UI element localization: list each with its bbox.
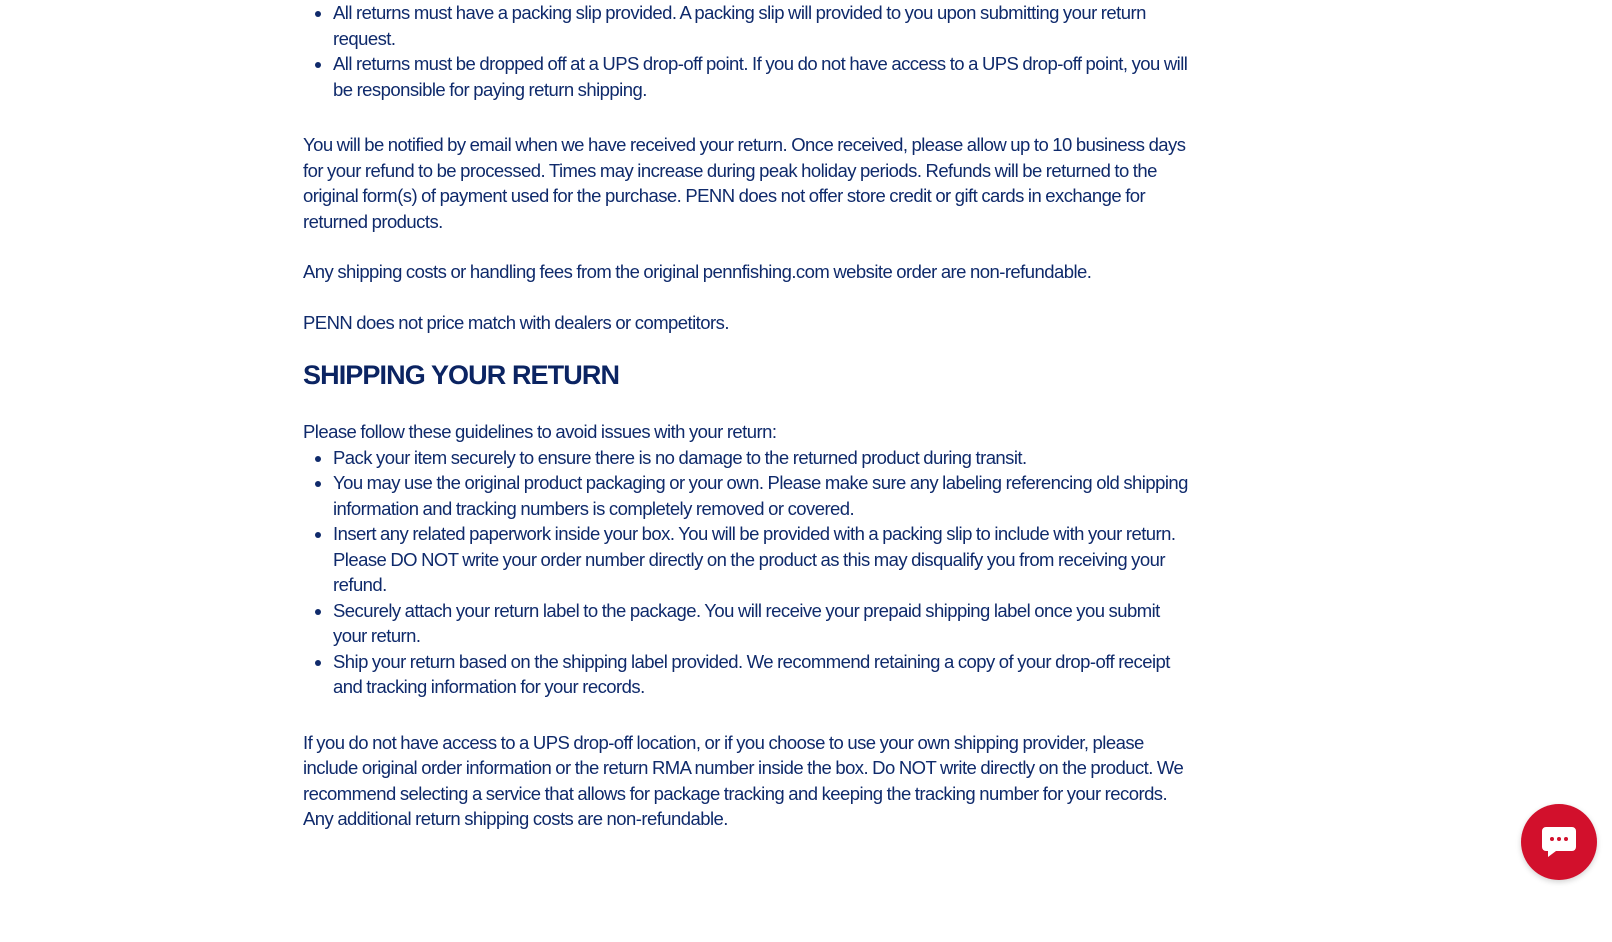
- list-item: • All returns must be dropped off at a UPS drop-off point. If you do not have access to a UPS drop-off point, you will be responsible for paying return shipping.: [333, 51, 1193, 102]
- shipping-costs-paragraph: Any shipping costs or handling fees from the original pennfishing.com website order are non-refundable.: [303, 261, 1092, 282]
- shipping-guidelines-list: [303, 445, 1193, 700]
- shipping-your-return-heading: SHIPPING YOUR RETURN: [303, 360, 620, 390]
- guidelines-intro: Please follow these guidelines to avoid issues with your return:: [303, 421, 777, 442]
- return-requirements-list: [303, 0, 1193, 102]
- chat-widget-button[interactable]: [1521, 804, 1597, 880]
- list-item: • You may use the original product packaging or your own. Please make sure any labeling referencing old shipping information and tracking numbers is completely removed or covered.: [333, 470, 1193, 521]
- refund-notification-paragraph: You will be notified by email when we have received your return. Once received, please allow up to 10 business days for your refund to be processed. Times may increase during peak holiday periods. Refunds will be returned to the original form(s) of payment used for the purchase. PENN does not offer store credit or gift cards in exchange for returned products.: [303, 134, 1186, 232]
- list-item: • Securely attach your return label to the package. You will receive your prepaid shipping label once you submit your return.: [333, 598, 1193, 649]
- list-item: • Insert any related paperwork inside your box. You will be provided with a packing slip to include with your return. Please DO NOT write your order number directly on the product as this may disqualify you from receiving your refund.: [333, 521, 1193, 598]
- list-item: • Ship your return based on the shipping label provided. We recommend retaining a copy of your drop-off receipt and tracking information for your records.: [333, 649, 1193, 700]
- price-match-paragraph: PENN does not price match with dealers or competitors.: [303, 311, 729, 333]
- ups-access-paragraph: If you do not have access to a UPS drop-off location, or if you choose to use your own shipping provider, please include original order information or the return RMA number inside the box. Do NOT write directly on the product. We recommend selecting a service that allows for package tracking and keeping the tracking number for your records. Any additional return shipping costs are non-refundable.: [303, 731, 1184, 829]
- list-item: • Pack your item securely to ensure there is no damage to the returned product during transit.: [333, 445, 1193, 471]
- list-item: • All returns must have a packing slip provided. A packing slip will provided to you upon submitting your return request.: [333, 0, 1193, 51]
- chat-bubble-icon: [1540, 825, 1578, 859]
- return-policy-content: [303, 0, 1193, 832]
